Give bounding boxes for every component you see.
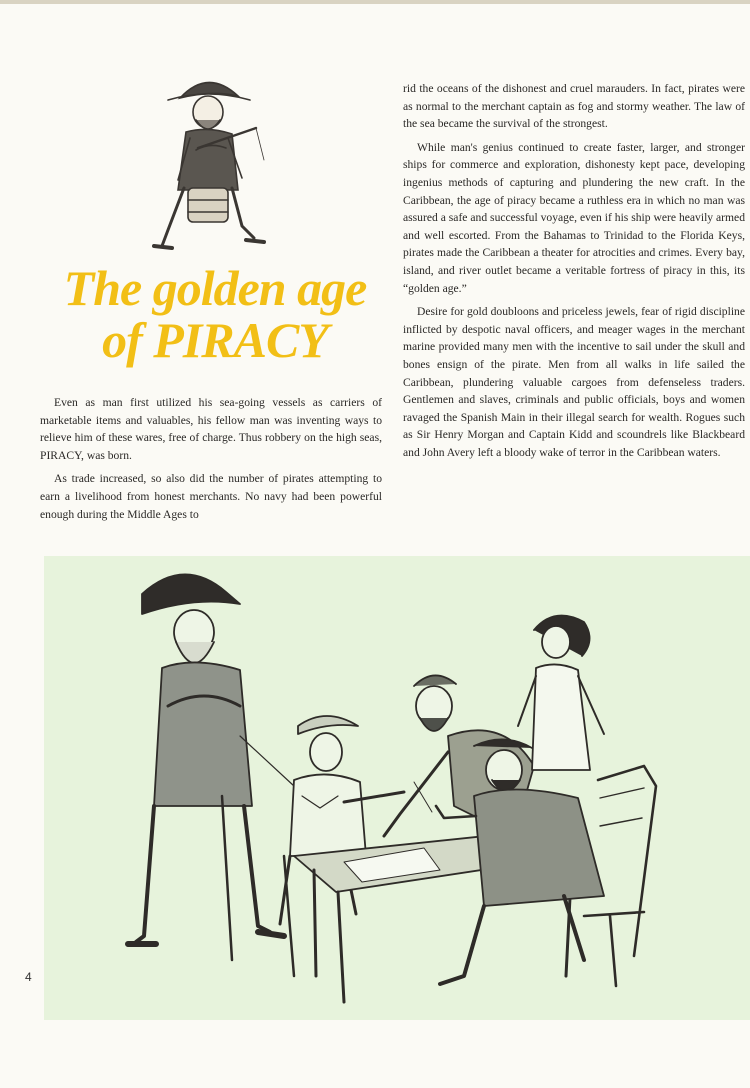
body-column-right [403, 80, 745, 467]
page-top-edge [0, 0, 750, 4]
paragraph: rid the oceans of the dishonest and cruel marauders. In fact, pirates were as normal to the merchant captain as fog and stormy weather. The law of the sea became the survival of the strongest. [403, 82, 745, 131]
paragraph: Desire for gold doubloons and priceless jewels, fear of rigid discipline inflicted by despotic naval officers, and meager wages in the merchant marine provided many men with the incentive to sail under the skull and bones ensign of the pirate. Men from all walks in life sailed the Caribbean, plundering valuable cargoes from defenseless traders. Gentlemen and slaves, criminals and public officials, boys and women ravaged the Spanish Main in their illegal search for wealth. Rogues such as Sir Henry Morgan and Captain Kidd and scoundrels like Blackbeard and John Avery left a bloody wake of terror in the Caribbean waters. [403, 305, 745, 459]
pirates-recruiting-illustration [44, 556, 750, 1020]
body-column-left [40, 394, 382, 529]
pirate-sketch-illustration [138, 70, 278, 265]
title-line-2: of PIRACY [102, 312, 328, 368]
paragraph: As trade increased, so also did the number of pirates attempting to earn a livelihood from honest merchants. No navy had been powerful enough during the Middle Ages to [40, 472, 382, 521]
page-number: 4 [25, 970, 32, 984]
article-title [40, 262, 390, 366]
title-line-1: The golden age [63, 260, 367, 316]
paragraph: Even as man first utilized his sea-going vessels as carriers of marketable items and valuables, his fellow man was inventing ways to relieve him of these wares, free of charge. Thus robbery on the high seas, PIRACY, was born. [40, 396, 382, 462]
paragraph: While man's genius continued to create faster, larger, and stronger ships for commerce and exploration, dishonesty kept pace, developing ingenius methods of capturing and plundering the new craft. In the Caribbean, the age of piracy became a ruthless era in which no man was assured a safe and successful voyage, even if his ship were heavily armed and well escorted. From the Bahamas to Trinidad to the Florida Keys, pirates made the Caribbean a theater for atrocities and crimes. Every bay, island, and river outlet became a veritable fortress of piracy in this, its “golden age.” [403, 140, 745, 295]
